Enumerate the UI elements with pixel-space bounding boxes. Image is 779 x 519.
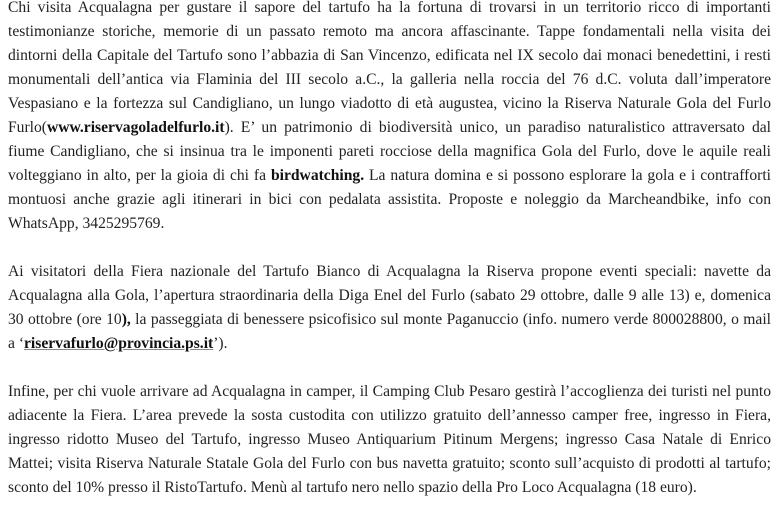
paragraph-text: ). E’ un patrimonio di biodiversità unico, un paradiso naturalistico attraversato dal fiume Candigliano, che si insinua tra le imponenti pareti rocciose della magnifica Gola del Furlo, dove le aquile reali volteggiano in alto, per la gioia di chi fa [8, 119, 771, 184]
paragraph-camper-info [8, 380, 771, 500]
paragraph-text: Ai visitatori della Fiera nazionale del Tartufo Bianco di Acqualagna la Riserva propone eventi speciali: navette da Acqualagna alla Gola, l’apertura straordinaria della Diga Enel del Furlo (sabato 29 ottobre, dalle 9 alle 13) e, domenica 30 ottobre (ore 10 [8, 263, 771, 328]
paragraph-text: Chi visita Acqualagna per gustare il sapore del tartufo ha la fortuna di trovarsi in un territorio ricco di importanti testimonianze storiche, memorie di un passato remoto ma ancora affascinante. Tappe fondamentali nella visita dei dintorni della Capitale del Tartufo sono l’abbazia di San Vincenzo, edificata nel IX secolo dai monaci benedettini, i resti monumentali dell’antica via Flaminia del III secolo a.C., la galleria nella roccia del 76 d.C. voluta dall’imperatore Vespasiano e la fortezza sul Candigliano, un lungo viadotto di età augustea, vicino la Riserva Naturale Gola del Furlo Furlo( [8, 0, 771, 136]
bold-punctuation: ), [121, 311, 131, 328]
paragraph-text: ’). [213, 335, 228, 352]
paragraph-truffle-territory [8, 0, 771, 236]
paragraph-text: Infine, per chi vuole arrivare ad Acqualagna in camper, il Camping Club Pesaro gestirà l’accoglienza dei turisti nel punto adiacente la Fiera. L’area prevede la sosta custodita con utilizzo gratuito dell’annesso camper free, ingresso in Fiera, ingresso ridotto Museo del Tartufo, ingresso Museo Antiquarium Pitinum Mergens; ingresso Casa Natale di Enrico Mattei; visita Riserva Naturale Statale Gola del Furlo con bus navetta gratuito; sconto sull’acquisto di prodotti al tartufo; sconto del 10% presso il RistoTartufo. Menù al tartufo nero nello spazio della Pro Loco Acqualagna (18 euro). [8, 383, 771, 496]
paragraph-text: La natura domina e si possono esplorare la gola e i contrafforti montuosi anche grazie agli itinerari in bici con pedalata assistita. Proposte e noleggio da Marcheandbike, info con WhatsApp, 3425295769. [8, 167, 771, 232]
riserva-email-link-text: riservafurlo@provincia.ps.it [24, 335, 214, 352]
riserva-website-link[interactable] [47, 119, 225, 136]
birdwatching-bold: birdwatching. [270, 167, 365, 184]
paragraph-text: la passeggiata di benessere psicofisico sul monte Paganuccio (info. numero verde 800028800, o mail a ‘ [8, 311, 771, 352]
riserva-website-link-text: www.riservagoladelfurlo.it [46, 119, 225, 136]
riserva-email-link[interactable] [24, 335, 213, 352]
paragraph-fiera-events [8, 260, 771, 356]
